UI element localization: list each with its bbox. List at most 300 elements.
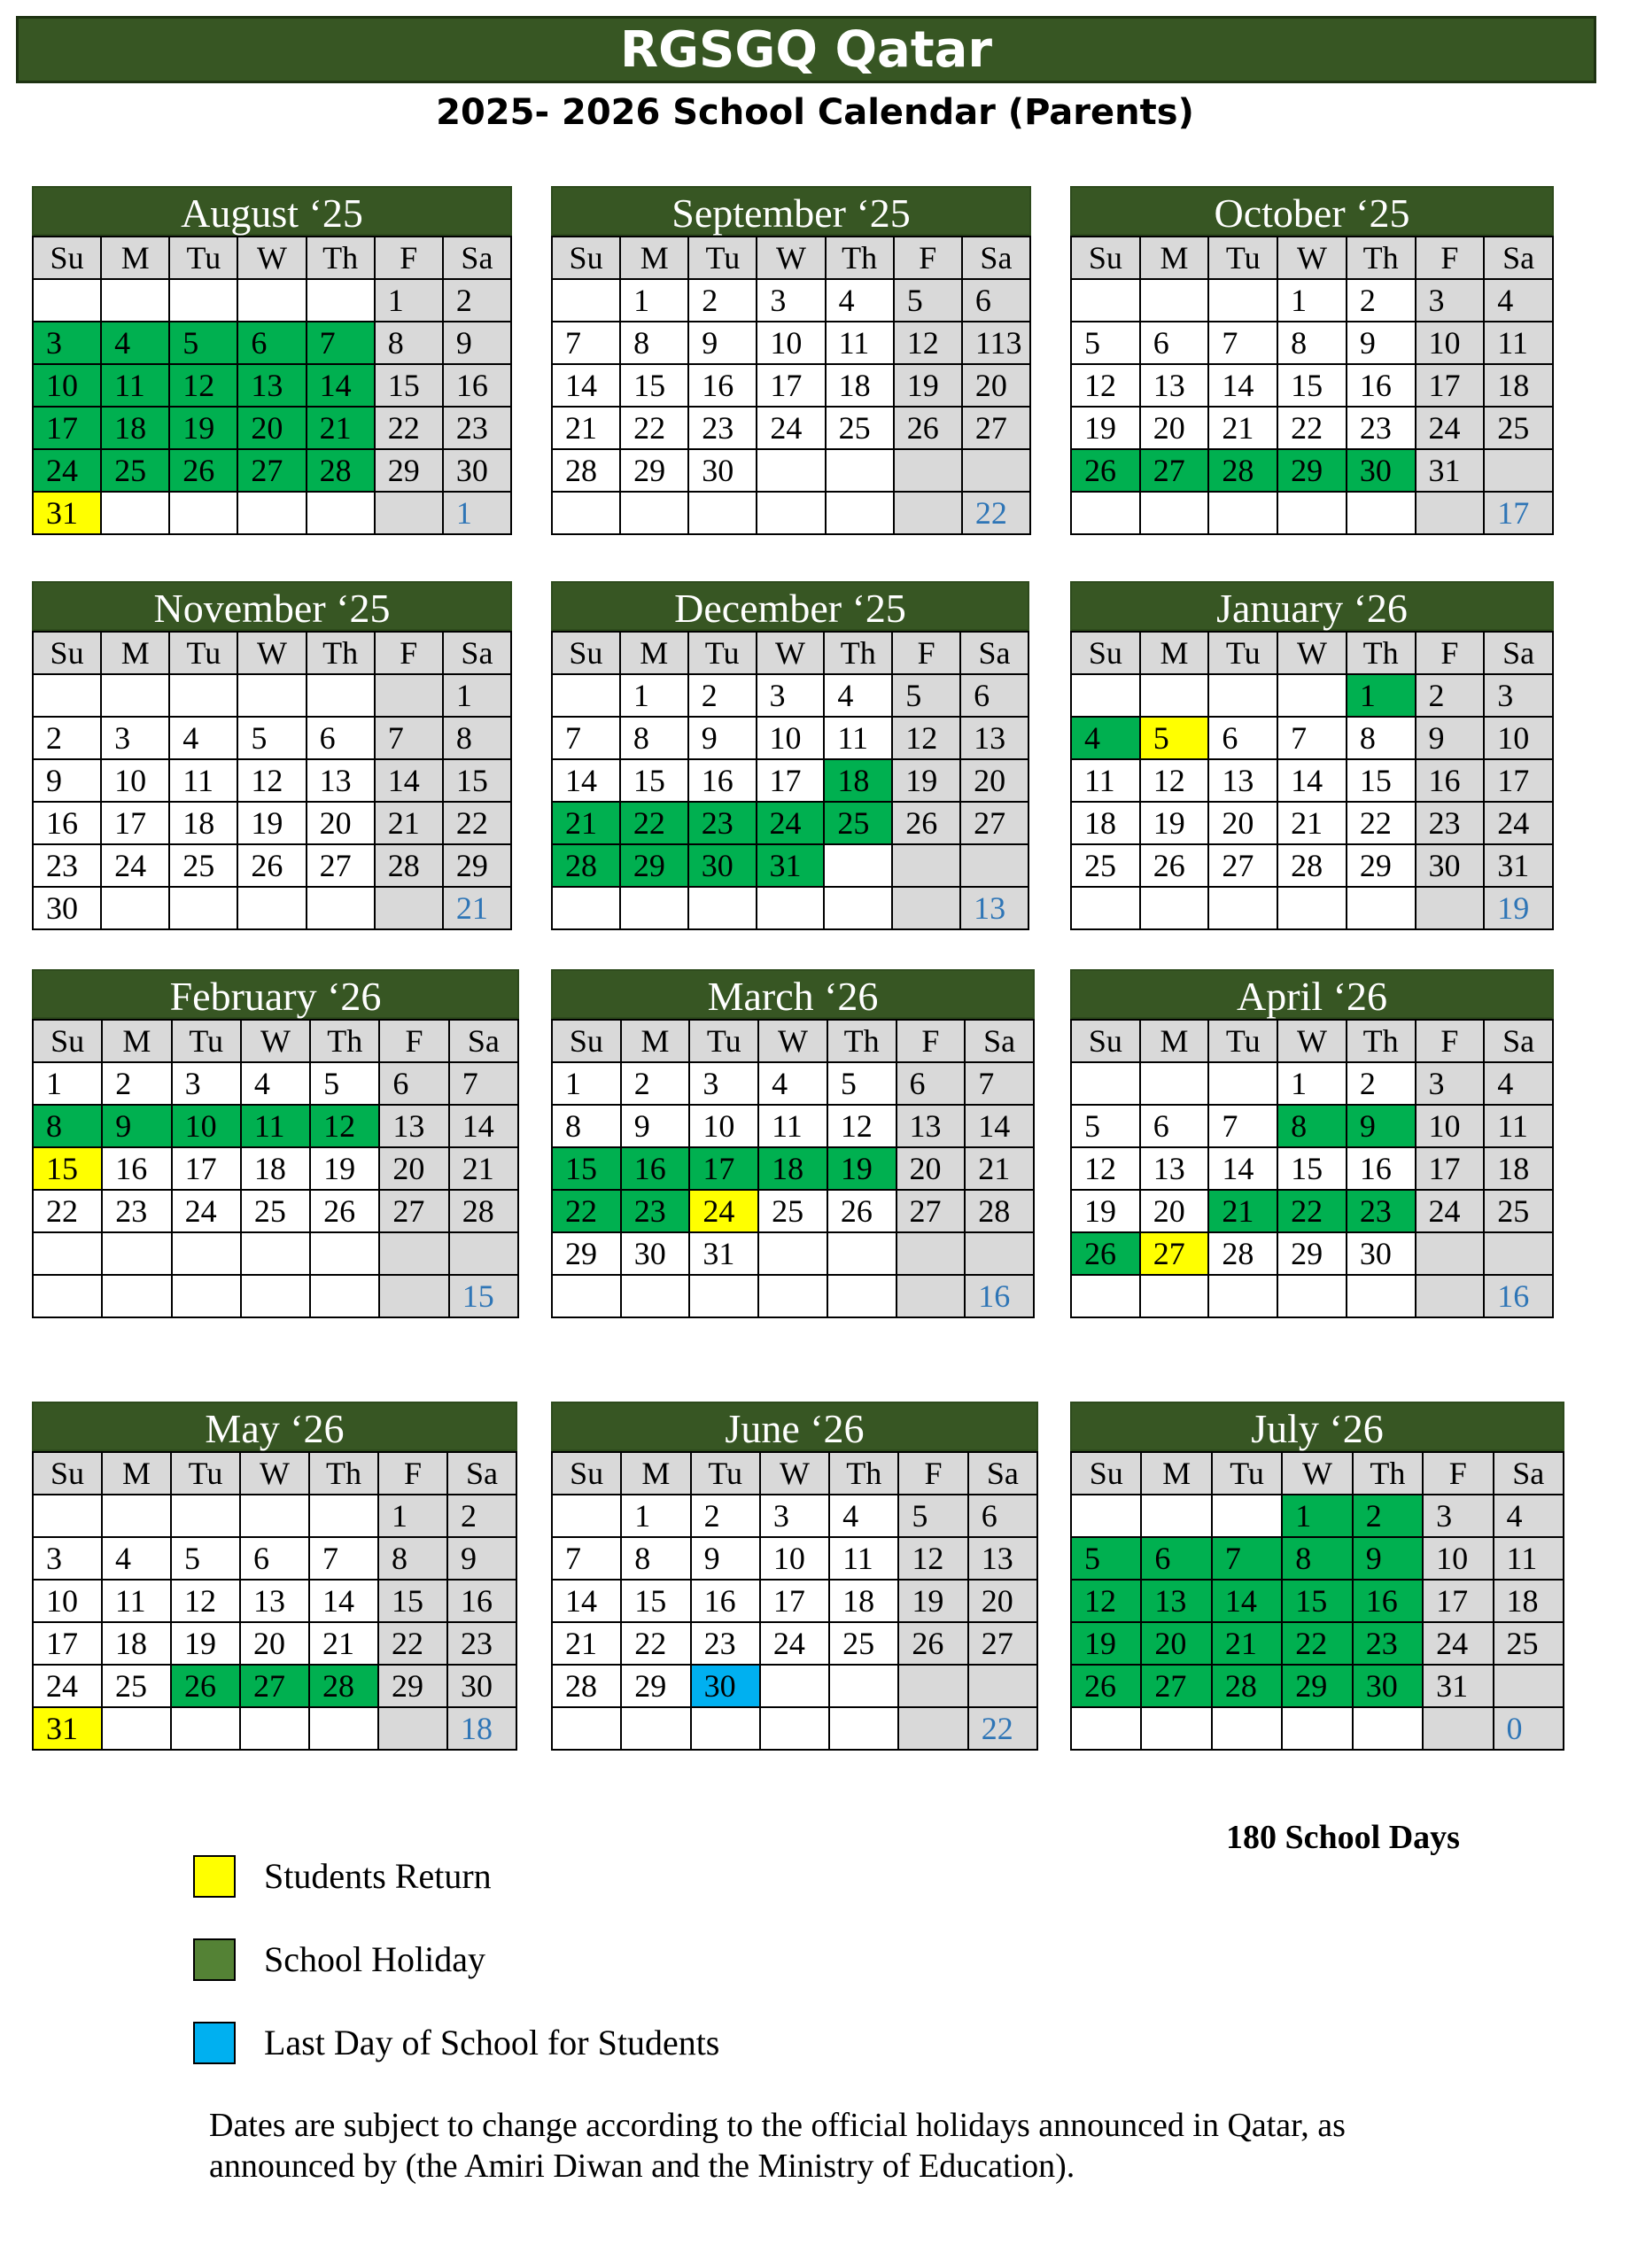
day-cell: 21 [1208, 1190, 1277, 1232]
day-cell: 5 [1071, 322, 1140, 364]
day-cell [307, 887, 375, 929]
month-table [1070, 631, 1554, 930]
day-cell [1494, 1665, 1564, 1707]
day-cell [1416, 1232, 1485, 1275]
calendar-subtitle: 2025- 2026 School Calendar (Parents) [436, 92, 1194, 133]
day-cell [1347, 492, 1416, 534]
day-cell: 27 [307, 844, 375, 887]
day-cell [33, 674, 101, 717]
day-cell: 2 [102, 1062, 171, 1105]
day-cell: 28 [1212, 1665, 1282, 1707]
day-cell: 5 [1140, 717, 1209, 759]
month-title: January ‘26 [1070, 581, 1554, 631]
day-cell: 19 [894, 364, 962, 407]
day-cell: 26 [1071, 449, 1140, 492]
day-cell: 15 [621, 1580, 690, 1622]
day-cell: 5 [898, 1495, 967, 1537]
day-cell: 17 [689, 1147, 758, 1190]
day-cell [101, 492, 169, 534]
day-cell: 12 [827, 1105, 896, 1147]
day-cell: 17 [33, 407, 101, 449]
students-return-swatch [193, 1855, 236, 1898]
day-cell: 22 [375, 407, 443, 449]
month-calendar [551, 1402, 1038, 1751]
day-cell: 21 [552, 1622, 621, 1665]
day-cell: 14 [1208, 364, 1277, 407]
day-cell: 14 [309, 1580, 378, 1622]
weekday-label: W [1277, 237, 1347, 279]
day-cell [1282, 1707, 1352, 1750]
weekday-label: Su [1071, 1452, 1141, 1495]
day-cell [1484, 449, 1553, 492]
weekday-label: Sa [447, 1452, 516, 1495]
day-cell: 27 [1141, 1665, 1211, 1707]
day-cell: 12 [1140, 759, 1209, 802]
weekday-label: Sa [1484, 1020, 1553, 1062]
school-holiday-swatch [193, 1938, 236, 1981]
day-cell: 18 [824, 759, 892, 802]
day-cell [309, 1495, 378, 1537]
day-cell: 13 [1208, 759, 1277, 802]
day-cell: 14 [1208, 1147, 1277, 1190]
weekday-label: Sa [1484, 237, 1553, 279]
weekday-label: Th [1347, 1020, 1416, 1062]
day-cell [824, 887, 892, 929]
weekday-label: F [894, 237, 962, 279]
day-cell: 7 [449, 1062, 518, 1105]
week-row [33, 844, 511, 887]
day-cell: 13 [237, 364, 306, 407]
weekday-label: Th [310, 1020, 379, 1062]
day-cell: 17 [1416, 1147, 1485, 1190]
day-cell: 18 [829, 1580, 898, 1622]
day-cell: 19 [827, 1147, 896, 1190]
day-cell: 24 [757, 802, 825, 844]
day-cell: 22 [620, 802, 688, 844]
week-row [33, 674, 511, 717]
day-cell: 26 [827, 1190, 896, 1232]
day-cell [1277, 887, 1347, 929]
weekday-label: M [1140, 632, 1209, 674]
day-cell: 10 [760, 1537, 829, 1580]
day-cell [621, 1275, 690, 1317]
day-cell: 23 [691, 1622, 760, 1665]
day-cell: 16 [688, 364, 757, 407]
day-cell: 9 [621, 1105, 690, 1147]
day-cell [757, 887, 825, 929]
day-cell [962, 449, 1030, 492]
weekday-label: Su [33, 632, 101, 674]
day-cell: 20 [1208, 802, 1277, 844]
day-cell [1208, 1275, 1277, 1317]
day-cell: 5 [171, 1537, 240, 1580]
day-cell: 8 [378, 1537, 447, 1580]
month-table [551, 1451, 1038, 1751]
day-cell: 19 [1140, 802, 1209, 844]
week-row [1071, 1665, 1564, 1707]
day-cell: 31 [33, 492, 101, 534]
weekday-label: Tu [1208, 1020, 1277, 1062]
day-cell: 10 [1484, 717, 1553, 759]
day-cell: 15 [33, 1147, 102, 1190]
day-cell: 4 [1071, 717, 1140, 759]
week-row [1071, 1062, 1553, 1105]
day-cell: 14 [552, 759, 620, 802]
day-cell: 29 [375, 449, 443, 492]
day-cell [1071, 1495, 1141, 1537]
weekday-label: Su [1071, 237, 1140, 279]
day-cell: 8 [33, 1105, 102, 1147]
day-cell: 3 [757, 279, 825, 322]
day-cell: 29 [620, 449, 688, 492]
weekday-label: F [375, 237, 443, 279]
week-row [33, 1537, 516, 1580]
day-cell [1416, 492, 1485, 534]
day-cell: 14 [449, 1105, 518, 1147]
day-cell: 3 [1416, 279, 1485, 322]
day-cell [1140, 674, 1209, 717]
day-cell [691, 1707, 760, 1750]
day-cell: 22 [1277, 1190, 1347, 1232]
day-cell: 25 [758, 1190, 827, 1232]
weekday-header-row [552, 632, 1028, 674]
day-cell: 18 [241, 1147, 310, 1190]
weekday-label: F [892, 632, 960, 674]
day-cell: 27 [379, 1190, 448, 1232]
day-cell [378, 1707, 447, 1750]
day-cell: 3 [757, 674, 825, 717]
day-cell [1140, 887, 1209, 929]
day-cell [1071, 1062, 1140, 1105]
day-cell [1140, 1062, 1209, 1105]
day-cell: 25 [1071, 844, 1140, 887]
day-cell: 9 [1416, 717, 1485, 759]
day-cell: 27 [237, 449, 306, 492]
day-cell: 6 [379, 1062, 448, 1105]
week-row [1071, 802, 1553, 844]
weekday-label: Sa [1484, 632, 1553, 674]
week-row [33, 1622, 516, 1665]
day-cell: 22 [1277, 407, 1347, 449]
week-row [1071, 1537, 1564, 1580]
week-row [552, 674, 1028, 717]
day-cell: 8 [443, 717, 511, 759]
weekday-label: Tu [688, 237, 757, 279]
day-cell: 1 [375, 279, 443, 322]
week-row [552, 1707, 1037, 1750]
weekday-header-row [1071, 1020, 1553, 1062]
school-days-count: 22 [962, 492, 1030, 534]
weekday-label: Sa [965, 1020, 1034, 1062]
week-row [552, 1580, 1037, 1622]
month-table [1070, 236, 1554, 535]
weekday-label: W [237, 632, 306, 674]
day-cell: 30 [447, 1665, 516, 1707]
day-cell: 22 [620, 407, 688, 449]
day-cell: 26 [1071, 1232, 1140, 1275]
month-title: June ‘26 [551, 1402, 1038, 1451]
day-cell: 29 [1282, 1665, 1352, 1707]
day-cell: 14 [552, 1580, 621, 1622]
day-cell: 16 [102, 1147, 171, 1190]
month-table [1070, 1451, 1564, 1751]
day-cell [33, 279, 101, 322]
day-cell [1140, 1275, 1209, 1317]
day-cell: 3 [33, 322, 101, 364]
day-cell: 5 [1071, 1105, 1140, 1147]
weekday-label: Sa [962, 237, 1030, 279]
day-cell: 21 [1208, 407, 1277, 449]
day-cell: 12 [892, 717, 960, 759]
week-row [33, 1105, 518, 1147]
day-cell [968, 1665, 1037, 1707]
day-cell: 17 [1484, 759, 1553, 802]
weekday-label: M [620, 237, 688, 279]
day-cell: 6 [960, 674, 1028, 717]
day-cell: 18 [169, 802, 237, 844]
day-cell: 26 [898, 1622, 967, 1665]
day-cell [379, 1232, 448, 1275]
weekday-label: M [1140, 1020, 1209, 1062]
day-cell: 30 [688, 449, 757, 492]
day-cell: 18 [1071, 802, 1140, 844]
month-table [32, 1019, 519, 1318]
month-title: April ‘26 [1070, 969, 1554, 1019]
day-cell: 16 [621, 1147, 690, 1190]
day-cell: 24 [172, 1190, 241, 1232]
day-cell [894, 449, 962, 492]
day-cell: 15 [552, 1147, 621, 1190]
weekday-label: M [1141, 1452, 1211, 1495]
day-cell: 26 [894, 407, 962, 449]
week-row [33, 449, 511, 492]
month-title: August ‘25 [32, 186, 512, 236]
day-cell: 17 [1423, 1580, 1493, 1622]
day-cell: 24 [760, 1622, 829, 1665]
weekday-label: Tu [169, 237, 237, 279]
day-cell: 23 [621, 1190, 690, 1232]
day-cell: 24 [1423, 1622, 1493, 1665]
day-cell [894, 492, 962, 534]
day-cell: 16 [447, 1580, 516, 1622]
day-cell: 9 [1347, 322, 1416, 364]
weekday-label: Su [552, 1452, 621, 1495]
weekday-label: Su [33, 1020, 102, 1062]
day-cell: 2 [688, 279, 757, 322]
day-cell [101, 887, 169, 929]
day-cell [1423, 1707, 1493, 1750]
day-cell [310, 1232, 379, 1275]
day-cell: 3 [101, 717, 169, 759]
day-cell: 7 [965, 1062, 1034, 1105]
day-cell: 12 [898, 1537, 967, 1580]
week-row [552, 1190, 1034, 1232]
day-cell: 23 [443, 407, 511, 449]
day-cell: 30 [1347, 1232, 1416, 1275]
day-cell: 9 [1353, 1537, 1423, 1580]
day-cell: 1 [1347, 674, 1416, 717]
day-cell: 25 [829, 1622, 898, 1665]
day-cell: 30 [688, 844, 757, 887]
day-cell: 14 [1277, 759, 1347, 802]
week-row [1071, 279, 1553, 322]
day-cell: 16 [1353, 1580, 1423, 1622]
day-cell: 7 [552, 322, 620, 364]
day-cell [620, 492, 688, 534]
day-cell [552, 1275, 621, 1317]
day-cell [102, 1232, 171, 1275]
day-cell: 27 [240, 1665, 309, 1707]
day-cell: 23 [102, 1190, 171, 1232]
month-calendar [551, 581, 1029, 930]
day-cell: 11 [1071, 759, 1140, 802]
day-cell: 4 [824, 674, 892, 717]
day-cell: 9 [102, 1105, 171, 1147]
day-cell: 20 [240, 1622, 309, 1665]
weekday-label: Su [552, 237, 620, 279]
day-cell [169, 887, 237, 929]
week-row [1071, 1707, 1564, 1750]
day-cell: 2 [1347, 279, 1416, 322]
day-cell [375, 492, 443, 534]
school-days-count: 1 [443, 492, 511, 534]
week-row [1071, 1190, 1553, 1232]
day-cell: 14 [965, 1105, 1034, 1147]
week-row [552, 717, 1028, 759]
month-title: September ‘25 [551, 186, 1031, 236]
day-cell [1212, 1495, 1282, 1537]
day-cell: 19 [171, 1622, 240, 1665]
week-row [33, 759, 511, 802]
day-cell: 1 [1282, 1495, 1352, 1537]
day-cell [1347, 1275, 1416, 1317]
day-cell: 28 [965, 1190, 1034, 1232]
month-calendar [1070, 186, 1554, 535]
day-cell: 24 [1416, 407, 1485, 449]
week-row [552, 1232, 1034, 1275]
weekday-label: M [621, 1452, 690, 1495]
day-cell: 24 [689, 1190, 758, 1232]
day-cell: 22 [1347, 802, 1416, 844]
day-cell [1484, 1232, 1553, 1275]
day-cell [307, 492, 375, 534]
day-cell: 6 [962, 279, 1030, 322]
day-cell: 1 [620, 674, 688, 717]
day-cell: 4 [101, 322, 169, 364]
week-row [33, 1275, 518, 1317]
weekday-label: Su [33, 237, 101, 279]
day-cell: 6 [1141, 1537, 1211, 1580]
day-cell: 6 [307, 717, 375, 759]
week-row [33, 1147, 518, 1190]
week-row [1071, 1275, 1553, 1317]
day-cell: 12 [1071, 1580, 1141, 1622]
weekday-label: Su [1071, 1020, 1140, 1062]
day-cell [449, 1232, 518, 1275]
day-cell: 15 [378, 1580, 447, 1622]
day-cell: 9 [33, 759, 101, 802]
day-cell: 9 [691, 1537, 760, 1580]
week-row [1071, 887, 1553, 929]
day-cell: 1 [1277, 279, 1347, 322]
school-days-count: 16 [965, 1275, 1034, 1317]
day-cell: 23 [1347, 1190, 1416, 1232]
day-cell [898, 1665, 967, 1707]
day-cell [1140, 492, 1209, 534]
weekday-label: F [1423, 1452, 1493, 1495]
day-cell: 20 [1141, 1622, 1211, 1665]
day-cell: 6 [896, 1062, 966, 1105]
month-calendar [32, 1402, 517, 1751]
day-cell: 16 [688, 759, 757, 802]
weekday-label: M [1140, 237, 1209, 279]
school-days-count: 15 [449, 1275, 518, 1317]
week-row [552, 802, 1028, 844]
weekday-label: F [379, 1020, 448, 1062]
weekday-label: M [102, 1452, 171, 1495]
day-cell: 17 [760, 1580, 829, 1622]
weekday-label: Sa [968, 1452, 1037, 1495]
day-cell [169, 279, 237, 322]
day-cell: 19 [1071, 1190, 1140, 1232]
month-calendar [32, 969, 519, 1318]
day-cell [552, 887, 620, 929]
day-cell: 3 [760, 1495, 829, 1537]
day-cell: 31 [1416, 449, 1485, 492]
school-days-count: 22 [968, 1707, 1037, 1750]
day-cell: 14 [375, 759, 443, 802]
day-cell: 1 [552, 1062, 621, 1105]
day-cell [172, 1232, 241, 1275]
day-cell: 27 [962, 407, 1030, 449]
month-title: December ‘25 [551, 581, 1029, 631]
day-cell: 3 [1423, 1495, 1493, 1537]
day-cell [896, 1232, 966, 1275]
weekday-label: Tu [688, 632, 757, 674]
weekday-header-row [552, 237, 1030, 279]
day-cell: 24 [757, 407, 825, 449]
day-cell: 10 [33, 364, 101, 407]
day-cell [240, 1707, 309, 1750]
day-cell: 14 [307, 364, 375, 407]
day-cell: 8 [375, 322, 443, 364]
weekday-header-row [1071, 632, 1553, 674]
day-cell: 10 [33, 1580, 102, 1622]
day-cell [240, 1495, 309, 1537]
day-cell [757, 449, 825, 492]
day-cell: 7 [309, 1537, 378, 1580]
day-cell: 12 [171, 1580, 240, 1622]
day-cell: 2 [621, 1062, 690, 1105]
day-cell: 26 [1071, 1665, 1141, 1707]
weekday-header-row [1071, 237, 1553, 279]
day-cell [1140, 279, 1209, 322]
day-cell [307, 279, 375, 322]
day-cell: 29 [621, 1665, 690, 1707]
week-row [33, 1190, 518, 1232]
day-cell: 18 [758, 1147, 827, 1190]
day-cell: 18 [1494, 1580, 1564, 1622]
day-cell [101, 674, 169, 717]
day-cell: 23 [1347, 407, 1416, 449]
week-row [33, 717, 511, 759]
day-cell [1208, 279, 1277, 322]
day-cell: 11 [826, 322, 894, 364]
day-cell: 22 [443, 802, 511, 844]
disclaimer-note: Dates are subject to change according to the official holidays announced in Qatar, as announced by (the Amiri Diwan and the Ministry of Education). [209, 2107, 1346, 2185]
day-cell: 10 [1416, 322, 1485, 364]
day-cell: 19 [169, 407, 237, 449]
